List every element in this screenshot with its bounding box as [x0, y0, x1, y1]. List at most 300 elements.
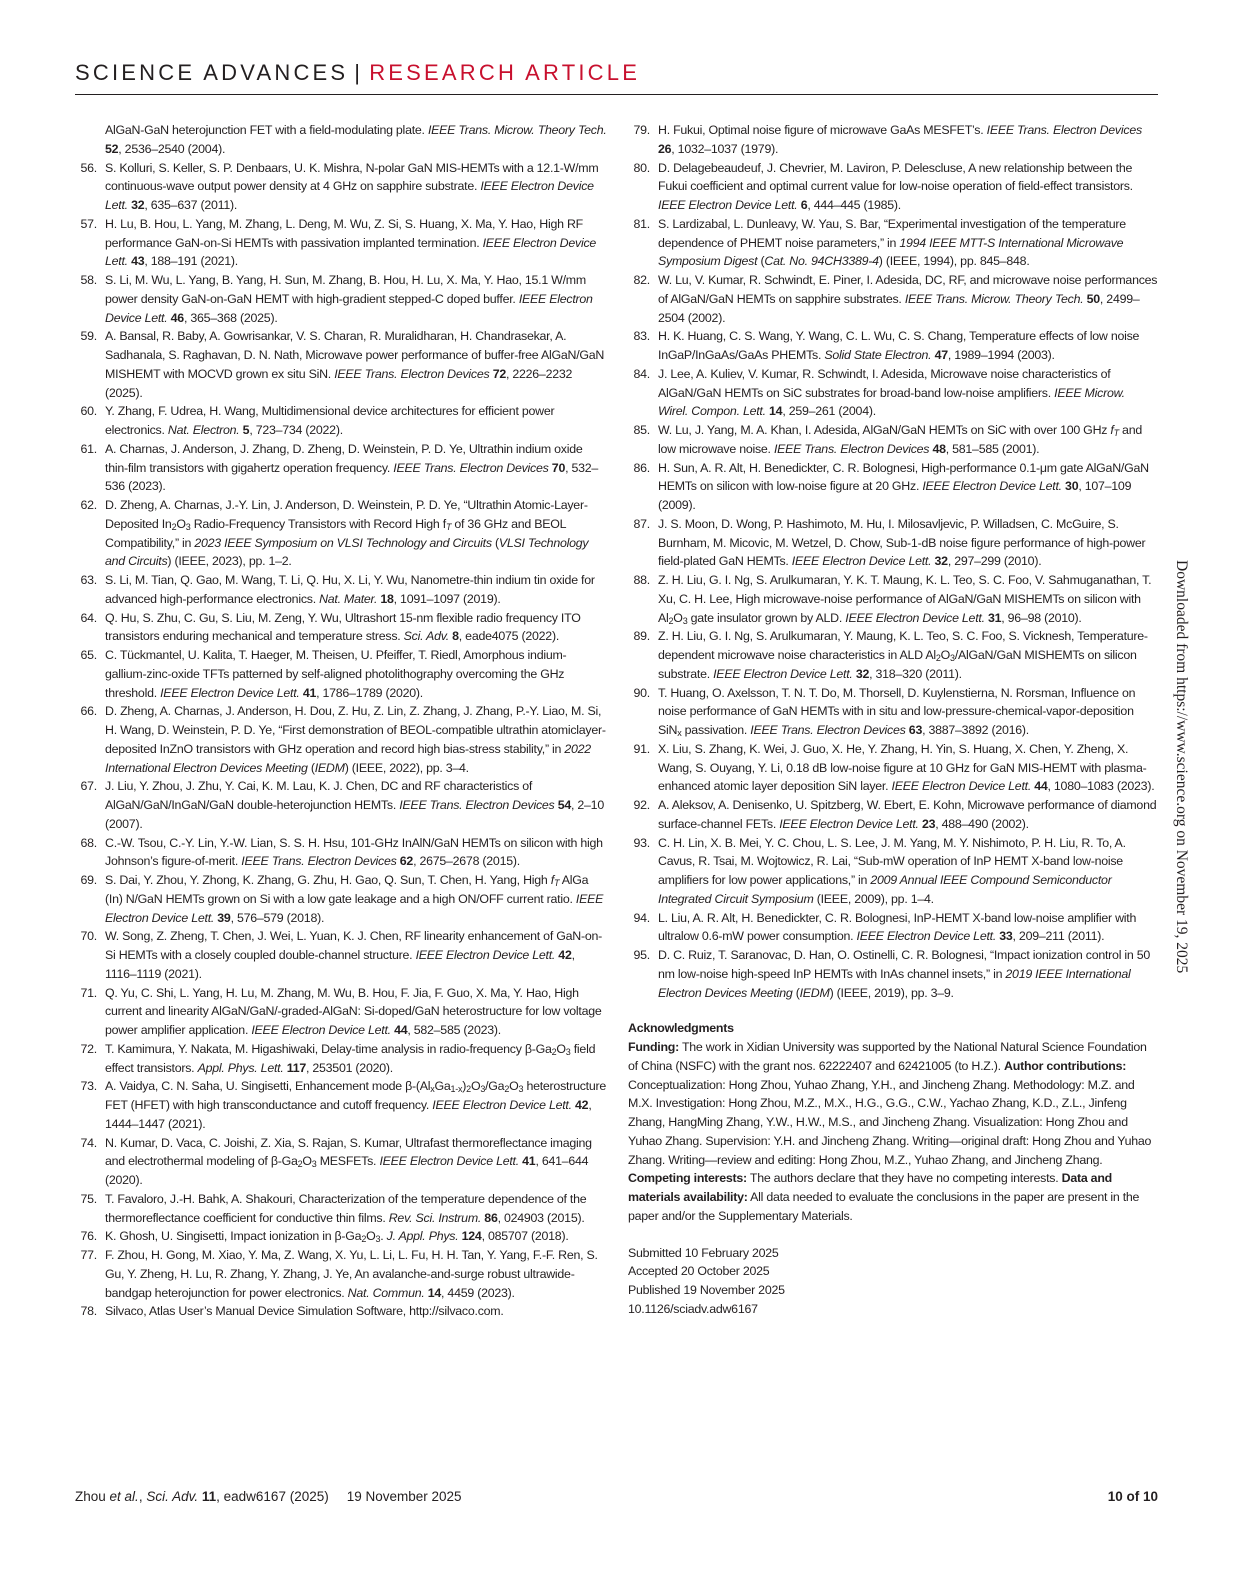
reference-item	[75, 1302, 607, 1321]
reference-item	[75, 271, 607, 327]
reference-text: , 253501 (2020).	[306, 1060, 393, 1075]
subscript: 3	[682, 615, 688, 626]
reference-text: The work in Xidian University was supported by the National Natural Science Foundation of China (NSFC) with the grant nos. 62222407 and 62421005 (to H.Z.).	[628, 1040, 1147, 1073]
reference-text: , 085707 (2018).	[481, 1229, 569, 1244]
journal-title: IEEE Electron Device Lett.	[713, 666, 853, 681]
volume-number: 30	[1065, 479, 1079, 494]
reference-text: /Ga	[485, 1079, 505, 1094]
reference-text: D. Zheng, A. Charnas, J. Anderson, H. Dou, Z. Hu, Z. Lin, Z. Zhang, J. Zhang, P.-Y. Liao, M. Si, H. Wang, D. Weinstein, P. D. Ye, “First demonstration of BEOL-compatible ultrathin atomiclayer-deposited InZnO transistors with GHz operation and record high bias-stress stability,” in	[105, 704, 606, 756]
volume-number: 62	[399, 854, 414, 869]
reference-text: , 576–579 (2018).	[230, 910, 325, 925]
reference-text: X. Liu, S. Zhang, K. Wei, J. Guo, X. He, Y. Zhang, H. Yin, S. Huang, X. Chen, Y. Zheng, X. Wang, S. Ouyang, Y. Li, 0.18 dB low-noise figure at 10 GHz for GaN MIS-HEMT with plasma-enhanced atomic layer deposition SiN layer.	[658, 741, 1147, 794]
references-right-column	[628, 121, 1158, 1002]
reference-text: , 259–261 (2004).	[782, 404, 876, 419]
reference-text: gate insulator grown by ALD.	[687, 610, 846, 625]
volume-number: Funding:	[628, 1040, 679, 1054]
reference-number: 75.	[80, 1191, 97, 1206]
journal-title: IEEE Trans. Electron Devices	[393, 460, 549, 475]
article-type: RESEARCH ARTICLE	[369, 60, 641, 85]
journal-title: IEEE Electron Device Lett.	[432, 1098, 572, 1112]
reference-text: ) (IEEE, 2022), pp. 3–4.	[344, 760, 469, 775]
reference-number: 81.	[633, 216, 650, 231]
subscript: T	[553, 878, 560, 888]
reference-number: 69.	[80, 873, 97, 887]
reference-text: Y. Zhang, F. Udrea, H. Wang, Multidimensional device architectures for efficient power electronics.	[105, 404, 555, 437]
reference-item	[75, 777, 607, 833]
reference-text: D. C. Ruiz, T. Saranovac, D. Han, O. Ostinelli, C. R. Bolognesi, “Impact ionization control in 50 nm low-noise high-speed InP HEMTs with InAs channel insets,” in	[658, 948, 1151, 981]
journal-title: IEEE Electron Device Lett.	[105, 891, 604, 925]
published-date: Published 19 November 2025	[628, 1283, 785, 1297]
volume-number: 42	[558, 948, 572, 962]
reference-number: 70.	[80, 929, 97, 944]
journal-title: J. Appl. Phys.	[386, 1229, 459, 1244]
reference-text: A. Charnas, J. Anderson, J. Zhang, D. Zheng, D. Weinstein, P. D. Ye, Ultrathin indium oxide thin-film transistors with gigahertz operation frequency.	[105, 441, 583, 475]
right-column	[628, 121, 1158, 1319]
reference-text: J. Liu, Y. Zhou, J. Zhu, Y. Cai, K. M. Lau, K. J. Chen, DC and RF characteristics of AlGaN/GaN/InGaN/GaN double-heterojunction HEMTs.	[105, 779, 533, 812]
journal-title: IEEE Electron Device Lett.	[845, 610, 985, 625]
journal-title: IEEE Trans. Electron Devices	[241, 854, 397, 869]
reference-text: H. Sun, A. R. Alt, H. Benedickter, C. R. Bolognesi, High-performance 0.1-μm gate AlGaN/GaN HEMTs on silicon with low-noise figure at 20 GHz.	[658, 460, 1149, 494]
journal-title: f	[1110, 423, 1114, 437]
reference-item	[628, 627, 1158, 683]
reference-text: K. Ghosh, U. Singisetti, Impact ionization in β-Ga	[105, 1229, 362, 1244]
reference-text: Silvaco, Atlas User’s Manual Device Simulation Software, http://silvaco.com.	[105, 1304, 504, 1319]
reference-text: (IEEE, 2009), pp. 1–4.	[813, 891, 934, 906]
reference-text: A. Bansal, R. Baby, A. Gowrisankar, V. S. Charan, R. Muralidharan, H. Chandrasekar, A. Sadhanala, S. Raghavan, D. N. Nath, Microwave power performance of buffer-free AlGaN/GaN MISHEMT with MOCVD grown ex situ SiN.	[105, 329, 605, 381]
reference-number: 88.	[633, 573, 650, 587]
volume-number: 117	[286, 1060, 306, 1075]
volume-number: 86	[484, 1210, 498, 1225]
reference-item	[628, 365, 1158, 421]
reference-number: 90.	[633, 685, 650, 700]
reference-number: 58.	[80, 273, 97, 287]
reference-number: 57.	[80, 216, 97, 231]
subscript: 3	[480, 1084, 486, 1095]
journal-title: 2022 International Electron Devices Meeting	[105, 741, 591, 775]
reference-text: Ga	[434, 1079, 451, 1094]
journal-title: IEDM	[314, 760, 345, 775]
volume-number: 124	[461, 1229, 482, 1244]
reference-item	[628, 834, 1158, 909]
header-separator: |	[354, 60, 364, 85]
reference-text: heterostructure FET (HFET) with high transconductance and cutoff frequency.	[105, 1079, 607, 1112]
reference-item	[75, 402, 607, 440]
reference-item	[628, 159, 1158, 215]
reference-text: .	[380, 1229, 387, 1244]
reference-number: 60.	[80, 404, 97, 419]
reference-number: 94.	[633, 910, 650, 925]
reference-number: 76.	[80, 1229, 97, 1244]
journal-header	[75, 60, 640, 86]
reference-text: O	[176, 516, 186, 531]
journal-title: IEEE Electron Device Lett.	[891, 779, 1032, 794]
reference-text: T. Favaloro, J.-H. Bahk, A. Shakouri, Characterization of the temperature dependence of the thermoreflectance coefficient for conductive thin films.	[105, 1191, 587, 1225]
volume-number: 70	[551, 460, 566, 475]
journal-title: IEEE Electron Device Lett.	[105, 179, 594, 212]
volume-number: 18	[380, 591, 394, 606]
volume-number: 14	[427, 1285, 442, 1300]
volume-number: Author contributions:	[1004, 1058, 1127, 1073]
reference-item	[75, 215, 607, 271]
reference-text: , 365–368 (2025).	[183, 310, 278, 325]
volume-number: Competing interests:	[628, 1171, 747, 1186]
reference-item	[628, 946, 1158, 1002]
journal-title: VLSI Technology and Circuits	[105, 535, 589, 569]
volume-number: 46	[170, 310, 184, 325]
volume-number: 23	[921, 816, 936, 831]
reference-number: 64.	[80, 610, 97, 625]
reference-text: )	[462, 1079, 467, 1094]
journal-title: IEEE Trans. Electron Devices	[773, 441, 930, 456]
subscript: 2	[466, 1084, 471, 1095]
reference-text: W. Lu, J. Yang, M. A. Khan, I. Adesida, AlGaN/GaN HEMTs on SiC with over 100 GHz	[658, 423, 1111, 437]
journal-title: IEEE Electron Device Lett.	[251, 1023, 391, 1037]
reference-text: W. Lu, V. Kumar, R. Schwindt, E. Piner, I. Adesida, DC, RF, and microwave noise performances of AlGaN/GaN HEMTs on sapphire substrates.	[658, 273, 1158, 306]
reference-text: , 024903 (2015).	[497, 1210, 585, 1225]
reference-text: , 1080–1083 (2023).	[1047, 779, 1155, 794]
reference-text: , 1032–1037 (1979).	[671, 141, 779, 156]
reference-text: field effect transistors.	[105, 1041, 596, 1075]
reference-item	[75, 1190, 607, 1228]
volume-number: 42	[575, 1098, 589, 1112]
journal-title: IEEE Trans. Electron Devices	[986, 123, 1142, 137]
reference-number: 85.	[633, 423, 650, 437]
reference-text: Z. H. Liu, G. I. Ng, S. Arulkumaran, Y. Maung, K. L. Teo, S. C. Foo, S. Vicknesh, Temperature-dependent microwave noise characteristics in ALD Al	[658, 629, 1148, 662]
subscript: 3	[311, 1159, 317, 1170]
reference-text: All data needed to evaluate the conclusions in the paper are present in the paper and/or the Supplementary Materials.	[628, 1190, 1140, 1223]
journal-title: Cat. No. 94CH3389-4	[764, 254, 879, 269]
journal-title: 2023 IEEE Symposium on VLSI Technology and Circuits	[194, 535, 492, 550]
reference-text: C.-W. Tsou, C.-Y. Lin, Y.-W. Lian, S. S. H. Hsu, 101-GHz InAlN/GaN HEMTs on silicon with high Johnson’s figure-of-merit.	[105, 835, 603, 869]
reference-text: Q. Hu, S. Zhu, C. Gu, S. Liu, M. Zeng, Y. Wu, Ultrashort 15-nm flexible radio frequency ITO transistors enduring mechanical and temperature stress.	[105, 610, 581, 644]
reference-text: of 36 GHz and BEOL Compatibility,” in	[105, 516, 566, 550]
footer-date: 19 November 2025	[346, 1489, 462, 1504]
journal-title: IEEE Electron Device Lett.	[415, 948, 556, 962]
reference-number: 68.	[80, 835, 97, 850]
journal-title: IEEE Electron Device Lett.	[105, 291, 593, 325]
reference-item	[75, 327, 607, 402]
reference-number: 74.	[80, 1135, 97, 1150]
subscript: 2	[935, 653, 941, 663]
reference-number: 78.	[80, 1304, 97, 1319]
volume-number: 33	[999, 929, 1013, 944]
reference-text: , 2–10 (2007).	[105, 798, 604, 831]
journal-title: IEEE Microw. Wirel. Compon. Lett.	[658, 385, 1125, 419]
subscript: 2	[171, 521, 177, 532]
accepted-date: Accepted 20 October 2025	[628, 1264, 770, 1279]
reference-text: , 209–211 (2011).	[1012, 929, 1105, 944]
reference-number: 86.	[633, 460, 650, 475]
reference-text: T. Kamimura, Y. Nakata, M. Higashiwaki, Delay-time analysis in radio-frequency β-Ga	[105, 1041, 552, 1056]
references-left-column	[75, 121, 607, 1321]
reference-number: 82.	[633, 273, 650, 287]
reference-text: and low microwave noise.	[658, 423, 1142, 456]
footer-citation	[75, 1489, 462, 1504]
reference-item	[628, 684, 1158, 740]
volume-number: 6	[800, 198, 808, 212]
reference-text: , 2536–2540 (2004).	[118, 141, 226, 156]
volume-number: 54	[557, 798, 572, 812]
page-number: 10 of 10	[1107, 1489, 1158, 1504]
reference-number: 79.	[633, 123, 650, 137]
reference-text: S. Kolluri, S. Keller, S. P. Denbaars, U. K. Mishra, N-polar GaN MIS-HEMTs with a 12.1-W/mm continuous-wave output power density at 4 GHz on sapphire substrate.	[105, 160, 599, 194]
volume-number: 44	[1034, 779, 1048, 794]
reference-number: 61.	[80, 441, 97, 456]
reference-text: , 96–98 (2010).	[1001, 610, 1082, 625]
reference-item	[75, 1134, 607, 1190]
reference-text: , 641–644 (2020).	[105, 1154, 589, 1187]
volume-number: 41	[302, 685, 317, 700]
journal-title: IEEE Electron Device Lett.	[779, 816, 919, 831]
reference-text: D. Delagebeaudeuf, J. Chevrier, M. Laviron, P. Delescluse, A new relationship between the Fukui coefficient and optimal current value for low-noise operation of field-effect transistors.	[658, 160, 1133, 194]
reference-item	[75, 609, 607, 647]
reference-item	[75, 1077, 607, 1133]
volume-number: 72	[492, 366, 506, 381]
reference-text: O	[673, 610, 683, 625]
reference-text: , 1091–1097 (2019).	[393, 591, 501, 606]
reference-text: A. Aleksov, A. Denisenko, U. Spitzberg, W. Ebert, E. Kohn, Microwave performance of diamond surface-channel FETs.	[658, 798, 1157, 831]
footer-etal: et al.	[109, 1489, 139, 1504]
reference-text: , 318–320 (2011).	[869, 666, 962, 681]
reference-text: O	[509, 1079, 519, 1094]
reference-text: T. Huang, O. Axelsson, T. N. T. Do, M. Thorsell, D. Kuylenstierna, N. Rorsman, Influence on noise performance of GaN HEMTs with in situ and low-pressure-chemical-vapor-deposition SiN	[658, 685, 1136, 737]
reference-item	[75, 702, 607, 777]
volume-number: 43	[131, 254, 145, 269]
reference-number: 92.	[633, 798, 650, 812]
reference-text: (	[307, 760, 315, 775]
journal-title: IEEE Electron Device Lett.	[791, 554, 932, 569]
subscript: 3	[950, 653, 955, 663]
reference-text: MESFETs.	[316, 1154, 380, 1169]
subscript: 2	[297, 1159, 303, 1170]
subscript: 1-x	[450, 1084, 463, 1095]
reference-item	[75, 571, 607, 609]
footer-sep: ,	[138, 1489, 147, 1504]
reference-text: , 4459 (2023).	[441, 1285, 515, 1300]
reference-text: H. Lu, B. Hou, L. Yang, M. Zhang, L. Deng, M. Wu, Z. Si, S. Huang, X. Ma, Y. Hao, High RF performance GaN-on-Si HEMTs with passivation implanted termination.	[105, 216, 583, 250]
reference-item	[75, 1227, 607, 1246]
reference-text: , 723–734 (2022).	[249, 423, 343, 437]
subscript: T	[445, 521, 452, 532]
reference-text: ) (IEEE, 2019), pp. 3–9.	[829, 985, 954, 1000]
volume-number: 47	[934, 348, 948, 362]
subscript: x	[677, 728, 682, 738]
acknowledgments-section	[628, 1019, 1158, 1225]
reference-number: 73.	[80, 1079, 97, 1094]
subscript: 2	[361, 1234, 367, 1245]
reference-item	[628, 515, 1158, 571]
reference-item	[75, 121, 607, 159]
volume-number: 32	[855, 666, 870, 681]
reference-text: Conceptualization: Hong Zhou, Yuhao Zhang, Y.H., and Jincheng Zhang. Methodology: M.Z. and M.X. Investigation: Hong Zhou, M.Z., M.X., H.G., G.G., C.W., Yachao Zhang, K.D., Z.L., Jinfeng Zhang, HangMing Zhang, Y.W., H.W., M.S., and Jincheng Zhang. Visualization: Hong Zhou and Yuhao Zhang. Supervision: Y.H. and Jincheng Zhang. Writing—original draft: Hong Zhou and Yuhao Zhang. Writing—review and editing: Hong Zhou, M.Z., Yuhao Zhang, and Jincheng Zhang.	[628, 1077, 1152, 1167]
journal-title: Nat. Commun.	[347, 1285, 425, 1300]
reference-item	[628, 271, 1158, 327]
reference-number: 59.	[80, 329, 97, 344]
reference-text: Z. H. Liu, G. I. Ng, S. Arulkumaran, Y. K. T. Maung, K. L. Teo, S. C. Foo, V. Sahmuganathan, T. Xu, C. H. Lee, High microwave-noise performance of AlGaN/GaN MISHEMTs on silicon with Al	[658, 573, 1152, 625]
reference-text: (	[757, 254, 765, 269]
reference-text: S. Li, M. Wu, L. Yang, B. Yang, H. Sun, M. Zhang, B. Hou, H. Lu, X. Ma, Y. Hao, 15.1 W/mm power density GaN-on-GaN HEMT with high-gradient stepped-C doped buffer.	[105, 273, 586, 306]
journal-title: 2009 Annual IEEE Compound Semiconductor Integrated Circuit Symposium	[658, 873, 1112, 906]
reference-text: , 1444–1447 (2021).	[105, 1098, 592, 1131]
reference-item	[75, 927, 607, 983]
reference-text: O	[366, 1229, 376, 1244]
journal-title: IEEE Trans. Microw. Theory Tech.	[427, 123, 607, 137]
reference-number: 93.	[633, 835, 650, 850]
reference-text: A. Vaidya, C. N. Saha, U. Singisetti, Enhancement mode β-(Al	[105, 1079, 431, 1094]
journal-title: IEEE Trans. Microw. Theory Tech.	[904, 291, 1084, 306]
subscript: 2	[668, 615, 674, 626]
footer-authors: Zhou	[75, 1489, 110, 1504]
reference-number: 84.	[633, 366, 650, 381]
reference-text: The authors declare that they have no competing interests.	[746, 1171, 1062, 1186]
volume-number: 44	[394, 1023, 408, 1037]
reference-text: , 107–109 (2009).	[658, 479, 1132, 512]
reference-text: L. Liu, A. R. Alt, H. Benedickter, C. R. Bolognesi, InP-HEMT X-band low-noise amplifier with ultralow 0.6-mW power consumption.	[658, 910, 1137, 944]
reference-text: H. K. Huang, C. S. Wang, Y. Wang, C. L. Wu, C. S. Chang, Temperature effects of low noise InGaP/InGaAs/GaAs PHEMTs.	[658, 329, 1140, 362]
journal-title: IEEE Electron Device Lett.	[105, 235, 597, 269]
acknowledgments-text	[628, 1038, 1158, 1226]
reference-item	[75, 646, 607, 702]
reference-text: , 1786–1789 (2020).	[316, 685, 423, 700]
reference-text: , 444–445 (1985).	[807, 198, 901, 212]
reference-text: S. Dai, Y. Zhou, Y. Zhong, K. Zhang, G. Zhu, H. Gao, Q. Sun, T. Chen, H. Yang, High	[105, 873, 551, 887]
journal-title: Nat. Electron.	[167, 423, 240, 437]
reference-text: , 2226–2232 (2025).	[105, 366, 573, 400]
reference-number: 95.	[633, 948, 650, 962]
reference-text: passivation.	[681, 723, 751, 737]
reference-text: O	[470, 1079, 481, 1094]
reference-number: 87.	[633, 516, 650, 531]
reference-number: 83.	[633, 329, 650, 344]
reference-number: 71.	[80, 985, 97, 1000]
journal-title: Nat. Mater.	[319, 591, 378, 606]
reference-text: S. Lardizabal, L. Dunleavy, W. Yau, S. Bar, “Experimental investigation of the temperature dependence of PHEMT noise parameters,” in	[658, 216, 1126, 250]
reference-text: O	[940, 648, 951, 662]
volume-number: 52	[105, 141, 119, 156]
reference-text: , 488–490 (2002).	[935, 816, 1029, 831]
reference-text: , 1989–1994 (2003).	[947, 348, 1055, 362]
reference-text: , 2499–2504 (2002).	[658, 291, 1140, 325]
reference-item	[628, 740, 1158, 796]
footer-journal: Sci. Adv.	[146, 1489, 199, 1504]
reference-item	[628, 215, 1158, 271]
reference-text: AlGaN-GaN heterojunction FET with a field-modulating plate.	[105, 123, 428, 137]
journal-title: f	[550, 873, 554, 887]
reference-item	[75, 871, 607, 927]
reference-text: , 581–585 (2001).	[945, 441, 1040, 456]
reference-text: D. Zheng, A. Charnas, J.-Y. Lin, J. Anderson, D. Weinstein, P. D. Ye, “Ultrathin Atomic-Layer-Deposited In	[105, 498, 588, 531]
reference-text: AlGa (In) N/GaN HEMTs grown on Si with a low gate leakage and a high ON/OFF current ratio.	[105, 873, 589, 906]
journal-title: IEEE Electron Device Lett.	[160, 685, 300, 700]
reference-item	[75, 984, 607, 1040]
journal-title: IEEE Trans. Electron Devices	[334, 366, 490, 381]
submitted-date: Submitted 10 February 2025	[628, 1245, 779, 1260]
reference-text: O	[302, 1154, 312, 1169]
reference-text: S. Li, M. Tian, Q. Gao, M. Wang, T. Li, Q. Hu, X. Li, Y. Wu, Nanometre-thin indium tin oxide for advanced high-performance electronics.	[105, 573, 595, 606]
reference-text: , 297–299 (2010).	[947, 554, 1042, 569]
publication-dates	[628, 1244, 1158, 1319]
reference-item	[628, 421, 1158, 459]
reference-number: 66.	[80, 704, 97, 719]
volume-number: 8	[452, 629, 459, 644]
volume-number: 14	[769, 404, 783, 419]
volume-number: 48	[932, 441, 946, 456]
reference-text: , 1116–1119 (2021).	[105, 948, 575, 981]
reference-text: Q. Yu, C. Shi, L. Yang, H. Lu, M. Zhang, M. Wu, B. Hou, F. Jia, F. Guo, X. Ma, Y. Hao, High current and linearity AlGaN/GaN/-graded-AlGaN: Si-doped/GaN heterostructure for low voltage power amplifier application.	[105, 985, 602, 1037]
reference-number: 89.	[633, 629, 650, 644]
reference-text: H. Fukui, Optimal noise figure of microwave GaAs MESFET’s.	[658, 123, 987, 137]
reference-number: 80.	[633, 160, 650, 175]
volume-number: 50	[1086, 291, 1100, 306]
reference-number: 67.	[80, 779, 97, 794]
journal-title: IEEE Electron Device Lett.	[658, 198, 798, 212]
download-note: Downloaded from https://www.science.org on November 19, 2025	[1173, 560, 1190, 974]
reference-text: J. Lee, A. Kuliev, V. Kumar, R. Schwindt, I. Adesida, Microwave noise characteristics of AlGaN/GaN HEMTs on SiC substrates for broad-band low-noise amplifiers.	[658, 366, 1111, 400]
reference-text: O	[556, 1041, 566, 1056]
journal-title: 1994 IEEE MTT-S International Microwave Symposium Digest	[658, 235, 1124, 269]
reference-text: F. Zhou, H. Gong, M. Xiao, Y. Ma, Z. Wang, X. Yu, L. Li, L. Fu, H. H. Tan, Y. Yang, F.-F. Ren, S. Gu, Y. Zheng, H. Lu, R. Zhang, Y. Zhang, J. Ye, An avalanche-and-surge robust ultrawide-bandgap heterojunction for power electronics.	[105, 1248, 598, 1300]
journal-title: IEEE Electron Device Lett.	[379, 1154, 519, 1169]
journal-name: SCIENCE ADVANCES	[75, 60, 349, 85]
reference-item	[628, 909, 1158, 947]
reference-item	[75, 440, 607, 496]
reference-text: , 532–536 (2023).	[105, 460, 599, 494]
subscript: 3	[565, 1046, 571, 1057]
reference-number: 91.	[633, 741, 650, 756]
reference-number: 56.	[80, 160, 97, 175]
subscript: x	[430, 1084, 435, 1095]
reference-text: , 2675–2678 (2015).	[413, 854, 520, 869]
doi-link[interactable]: 10.1126/sciadv.adw6167	[628, 1301, 758, 1316]
volume-number: 26	[658, 141, 672, 156]
volume-number: 31	[987, 610, 1002, 625]
reference-text: ) (IEEE, 2023), pp. 1–2.	[167, 554, 292, 569]
journal-title: IEEE Electron Device Lett.	[922, 479, 1062, 494]
reference-number: 72.	[80, 1041, 97, 1056]
reference-text: , eade4075 (2022).	[458, 629, 560, 644]
volume-number: 63	[908, 723, 923, 737]
journal-title: IEDM	[799, 985, 830, 1000]
reference-item	[75, 159, 607, 215]
reference-item	[75, 496, 607, 571]
reference-text: , 3887–3892 (2016).	[922, 723, 1029, 737]
reference-text: W. Song, Z. Zheng, T. Chen, J. Wei, L. Yuan, K. J. Chen, RF linearity enhancement of GaN-on-Si HEMTs with a closely coupled double-channel structure.	[105, 929, 602, 962]
reference-text: ) (IEEE, 1994), pp. 845–848.	[878, 254, 1030, 269]
reference-text: J. S. Moon, D. Wong, P. Hashimoto, M. Hu, I. Milosavljevic, P. Willadsen, C. McGuire, S. Burnham, M. Micovic, M. Wetzel, D. Chow, Sub-1-dB noise figure performance of high-power field-plated GaN HEMTs.	[658, 516, 1146, 569]
journal-title: IEEE Trans. Electron Devices	[750, 723, 906, 737]
reference-text: C. Tückmantel, U. Kalita, T. Haeger, M. Theisen, U. Pfeiffer, T. Riedl, Amorphous indium-gallium-zinc-oxide TFTs patterned by self-aligned photolithography overcoming the GHz threshold.	[105, 648, 567, 700]
reference-text: /AlGaN/GaN MISHEMTs on silicon substrate.	[658, 648, 1137, 681]
reference-text: (	[491, 535, 499, 550]
volume-number: Data and materials availability:	[628, 1171, 1112, 1204]
reference-item	[628, 121, 1158, 159]
reference-item	[628, 571, 1158, 627]
reference-text: , 188–191 (2021).	[144, 254, 238, 269]
volume-number: 41	[522, 1154, 536, 1169]
reference-number: 65.	[80, 648, 97, 662]
journal-title: Rev. Sci. Instrum.	[388, 1210, 482, 1225]
subscript: T	[1113, 428, 1119, 438]
subscript: 2	[551, 1046, 557, 1057]
volume-number: 39	[217, 910, 231, 925]
subscript: 3	[185, 521, 191, 532]
reference-item	[628, 327, 1158, 365]
reference-number: 62.	[80, 498, 97, 512]
journal-title: Solid State Electron.	[824, 348, 932, 362]
header-rule	[75, 94, 1158, 95]
volume-number: 32	[934, 554, 948, 569]
acknowledgments-heading: Acknowledgments	[628, 1021, 734, 1036]
